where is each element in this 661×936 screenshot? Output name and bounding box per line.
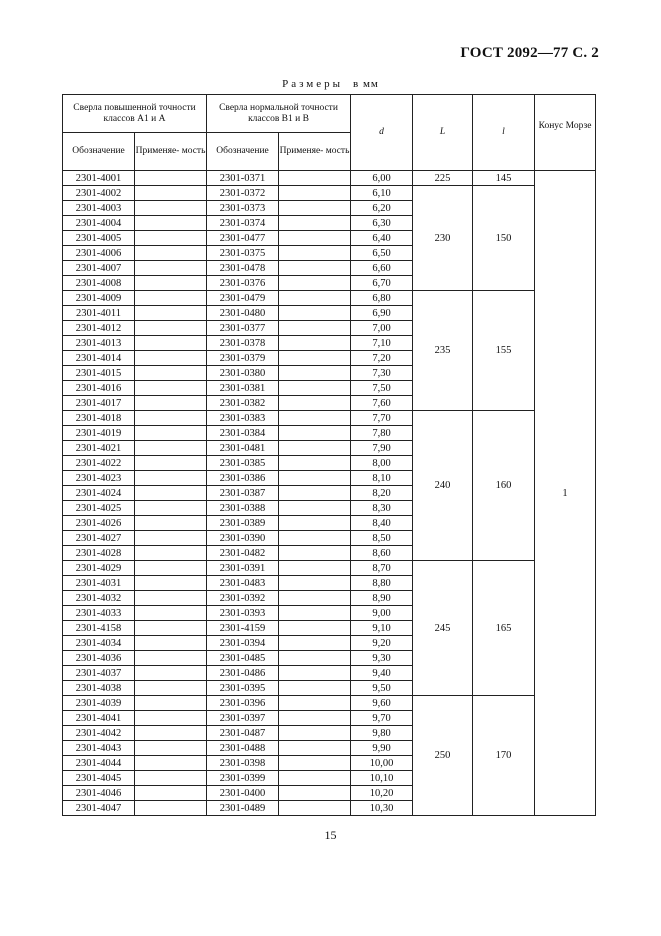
designation-b-cell: 2301-0396 (207, 696, 279, 711)
table-row (63, 171, 596, 186)
col-L-header: L (413, 95, 473, 171)
applicability-b-cell (279, 381, 351, 396)
designation-a-cell: 2301-4046 (63, 786, 135, 801)
designation-b-cell: 2301-0488 (207, 741, 279, 756)
applicability-b-cell (279, 801, 351, 816)
diameter-cell: 7,70 (351, 411, 413, 426)
designation-b-cell: 2301-0376 (207, 276, 279, 291)
applicability-a-cell (135, 801, 207, 816)
designation-a-cell: 2301-4042 (63, 726, 135, 741)
designation-a-cell: 2301-4029 (63, 561, 135, 576)
col-d-header: d (351, 95, 413, 171)
applicability-b-cell (279, 291, 351, 306)
designation-b-cell: 2301-0478 (207, 261, 279, 276)
designation-a-cell: 2301-4158 (63, 621, 135, 636)
designation-a-cell: 2301-4025 (63, 501, 135, 516)
length-total-cell: 250 (413, 696, 473, 816)
length-working-cell: 155 (473, 291, 535, 411)
length-total-cell: 235 (413, 291, 473, 411)
designation-b-cell: 2301-0394 (207, 636, 279, 651)
applicability-a-cell (135, 756, 207, 771)
designation-b-cell: 2301-0487 (207, 726, 279, 741)
diameter-cell: 9,80 (351, 726, 413, 741)
designation-b-cell: 2301-0374 (207, 216, 279, 231)
document-code: ГОСТ 2092—77 С. 2 (460, 45, 599, 61)
applicability-b-cell (279, 486, 351, 501)
diameter-cell: 9,50 (351, 681, 413, 696)
applicability-a-cell (135, 456, 207, 471)
designation-a-cell: 2301-4037 (63, 666, 135, 681)
diameter-cell: 10,10 (351, 771, 413, 786)
applicability-b-cell (279, 216, 351, 231)
applicability-a-cell (135, 531, 207, 546)
diameter-cell: 7,10 (351, 336, 413, 351)
applicability-b-cell (279, 681, 351, 696)
designation-a-cell: 2301-4004 (63, 216, 135, 231)
designation-a-cell: 2301-4028 (63, 546, 135, 561)
applicability-a-cell (135, 366, 207, 381)
diameter-cell: 7,50 (351, 381, 413, 396)
applicability-b-cell (279, 456, 351, 471)
applicability-a-cell (135, 606, 207, 621)
applicability-a-cell (135, 516, 207, 531)
applicability-b-cell (279, 276, 351, 291)
dimensions-caption (0, 78, 661, 90)
applicability-a-cell (135, 321, 207, 336)
applicability-a-cell (135, 441, 207, 456)
group-b-title: Сверла нормальной точности классов В1 и В (207, 95, 351, 133)
designation-b-cell: 2301-0395 (207, 681, 279, 696)
length-total-cell: 245 (413, 561, 473, 696)
length-working-cell: 170 (473, 696, 535, 816)
applicability-b-cell (279, 591, 351, 606)
designation-a-cell: 2301-4026 (63, 516, 135, 531)
applicability-b-cell (279, 606, 351, 621)
applicability-a-cell (135, 231, 207, 246)
designation-b-cell: 2301-0379 (207, 351, 279, 366)
drill-dimensions-table (62, 94, 596, 816)
applicability-b-cell (279, 396, 351, 411)
applicability-b-cell (279, 696, 351, 711)
applicability-b-cell (279, 621, 351, 636)
designation-a-cell: 2301-4033 (63, 606, 135, 621)
diameter-cell: 6,40 (351, 231, 413, 246)
diameter-cell: 9,10 (351, 621, 413, 636)
designation-b-cell: 2301-0385 (207, 456, 279, 471)
applicability-b-cell (279, 741, 351, 756)
caption-units: в мм (353, 78, 379, 90)
applicability-a-cell (135, 771, 207, 786)
applicability-a-cell (135, 546, 207, 561)
applicability-a-cell (135, 471, 207, 486)
designation-b-cell: 2301-0375 (207, 246, 279, 261)
diameter-cell: 6,10 (351, 186, 413, 201)
table-row (63, 186, 596, 201)
diameter-cell: 8,10 (351, 471, 413, 486)
diameter-cell: 8,20 (351, 486, 413, 501)
applicability-a-cell (135, 501, 207, 516)
applicability-b-cell (279, 516, 351, 531)
designation-a-cell: 2301-4005 (63, 231, 135, 246)
designation-b-cell: 2301-0389 (207, 516, 279, 531)
length-total-cell: 230 (413, 186, 473, 291)
designation-b-cell: 2301-0373 (207, 201, 279, 216)
diameter-cell: 10,20 (351, 786, 413, 801)
diameter-cell: 7,80 (351, 426, 413, 441)
designation-b-cell: 2301-0480 (207, 306, 279, 321)
designation-b-cell: 2301-0384 (207, 426, 279, 441)
applicability-a-cell (135, 411, 207, 426)
applicability-b-cell (279, 231, 351, 246)
diameter-cell: 9,20 (351, 636, 413, 651)
applicability-a-cell (135, 246, 207, 261)
designation-b-cell: 2301-0392 (207, 591, 279, 606)
diameter-cell: 6,90 (351, 306, 413, 321)
applicability-a-cell (135, 711, 207, 726)
designation-b-cell: 2301-0380 (207, 366, 279, 381)
applicability-b-cell (279, 786, 351, 801)
table-row (63, 696, 596, 711)
applicability-b-cell (279, 531, 351, 546)
designation-a-cell: 2301-4012 (63, 321, 135, 336)
diameter-cell: 8,40 (351, 516, 413, 531)
designation-b-cell: 2301-0479 (207, 291, 279, 306)
diameter-cell: 8,70 (351, 561, 413, 576)
designation-a-cell: 2301-4031 (63, 576, 135, 591)
applicability-a-cell (135, 261, 207, 276)
applicability-b-cell (279, 261, 351, 276)
designation-b-cell: 2301-0381 (207, 381, 279, 396)
applicability-b-cell (279, 636, 351, 651)
morse-cone-cell: 1 (535, 171, 596, 816)
diameter-cell: 10,00 (351, 756, 413, 771)
designation-a-cell: 2301-4001 (63, 171, 135, 186)
designation-a-cell: 2301-4043 (63, 741, 135, 756)
applicability-b-cell (279, 351, 351, 366)
applicability-a-cell (135, 426, 207, 441)
diameter-cell: 6,20 (351, 201, 413, 216)
applicability-a-cell (135, 591, 207, 606)
applicability-a-cell (135, 621, 207, 636)
length-total-cell: 240 (413, 411, 473, 561)
page-number: 15 (324, 828, 337, 842)
designation-a-cell: 2301-4044 (63, 756, 135, 771)
designation-a-cell: 2301-4038 (63, 681, 135, 696)
diameter-cell: 10,30 (351, 801, 413, 816)
diameter-cell: 7,90 (351, 441, 413, 456)
length-working-cell: 150 (473, 186, 535, 291)
designation-a-cell: 2301-4045 (63, 771, 135, 786)
designation-a-cell: 2301-4027 (63, 531, 135, 546)
diameter-cell: 9,40 (351, 666, 413, 681)
designation-b-cell: 2301-0377 (207, 321, 279, 336)
designation-b-cell: 2301-0489 (207, 801, 279, 816)
applicability-b-cell (279, 171, 351, 186)
designation-a-cell: 2301-4047 (63, 801, 135, 816)
table-row (63, 291, 596, 306)
applicability-a-cell (135, 666, 207, 681)
designation-b-cell: 2301-0378 (207, 336, 279, 351)
designation-a-cell: 2301-4002 (63, 186, 135, 201)
diameter-cell: 9,60 (351, 696, 413, 711)
designation-a-cell: 2301-4021 (63, 441, 135, 456)
designation-a-cell: 2301-4011 (63, 306, 135, 321)
applicability-a-cell (135, 576, 207, 591)
designation-b-cell: 2301-0388 (207, 501, 279, 516)
applicability-a-cell (135, 351, 207, 366)
diameter-cell: 6,30 (351, 216, 413, 231)
diameter-cell: 9,00 (351, 606, 413, 621)
designation-a-cell: 2301-4014 (63, 351, 135, 366)
designation-b-cell: 2301-4159 (207, 621, 279, 636)
length-working-cell: 160 (473, 411, 535, 561)
designation-a-cell: 2301-4034 (63, 636, 135, 651)
designation-a-cell: 2301-4041 (63, 711, 135, 726)
applicability-b-cell (279, 306, 351, 321)
applicability-b-cell (279, 426, 351, 441)
designation-a-cell: 2301-4022 (63, 456, 135, 471)
designation-a-cell: 2301-4003 (63, 201, 135, 216)
applicability-b-cell (279, 336, 351, 351)
designation-b-cell: 2301-0483 (207, 576, 279, 591)
applicability-b-cell (279, 246, 351, 261)
applicability-b-cell (279, 501, 351, 516)
designation-a-cell: 2301-4017 (63, 396, 135, 411)
diameter-cell: 9,90 (351, 741, 413, 756)
diameter-cell: 7,20 (351, 351, 413, 366)
applicability-b-cell (279, 561, 351, 576)
designation-b-cell: 2301-0398 (207, 756, 279, 771)
applicability-b-cell (279, 186, 351, 201)
diameter-cell: 9,30 (351, 651, 413, 666)
col-applicability-b: Применяе- мость (279, 133, 351, 171)
diameter-cell: 7,00 (351, 321, 413, 336)
designation-b-cell: 2301-0382 (207, 396, 279, 411)
designation-a-cell: 2301-4015 (63, 366, 135, 381)
applicability-a-cell (135, 636, 207, 651)
designation-a-cell: 2301-4013 (63, 336, 135, 351)
diameter-cell: 6,00 (351, 171, 413, 186)
designation-a-cell: 2301-4023 (63, 471, 135, 486)
length-total-cell: 225 (413, 171, 473, 186)
designation-a-cell: 2301-4018 (63, 411, 135, 426)
applicability-a-cell (135, 291, 207, 306)
applicability-b-cell (279, 366, 351, 381)
applicability-b-cell (279, 651, 351, 666)
designation-a-cell: 2301-4008 (63, 276, 135, 291)
designation-b-cell: 2301-0400 (207, 786, 279, 801)
length-working-cell: 165 (473, 561, 535, 696)
designation-a-cell: 2301-4039 (63, 696, 135, 711)
applicability-a-cell (135, 561, 207, 576)
applicability-a-cell (135, 786, 207, 801)
applicability-b-cell (279, 576, 351, 591)
designation-b-cell: 2301-0371 (207, 171, 279, 186)
col-morse-header: Конус Морзе (535, 95, 596, 171)
designation-b-cell: 2301-0372 (207, 186, 279, 201)
length-working-cell: 145 (473, 171, 535, 186)
table-row (63, 411, 596, 426)
applicability-a-cell (135, 696, 207, 711)
applicability-a-cell (135, 171, 207, 186)
applicability-a-cell (135, 726, 207, 741)
designation-b-cell: 2301-0386 (207, 471, 279, 486)
diameter-cell: 8,90 (351, 591, 413, 606)
diameter-cell: 6,60 (351, 261, 413, 276)
designation-b-cell: 2301-0387 (207, 486, 279, 501)
designation-b-cell: 2301-0399 (207, 771, 279, 786)
applicability-b-cell (279, 666, 351, 681)
applicability-a-cell (135, 681, 207, 696)
diameter-cell: 8,80 (351, 576, 413, 591)
applicability-b-cell (279, 711, 351, 726)
applicability-a-cell (135, 396, 207, 411)
applicability-b-cell (279, 546, 351, 561)
designation-a-cell: 2301-4016 (63, 381, 135, 396)
designation-b-cell: 2301-0482 (207, 546, 279, 561)
applicability-b-cell (279, 321, 351, 336)
applicability-b-cell (279, 201, 351, 216)
applicability-a-cell (135, 741, 207, 756)
col-designation-b: Обозначение (207, 133, 279, 171)
diameter-cell: 6,80 (351, 291, 413, 306)
designation-b-cell: 2301-0390 (207, 531, 279, 546)
designation-b-cell: 2301-0397 (207, 711, 279, 726)
applicability-a-cell (135, 201, 207, 216)
designation-b-cell: 2301-0393 (207, 606, 279, 621)
applicability-b-cell (279, 441, 351, 456)
designation-a-cell: 2301-4006 (63, 246, 135, 261)
designation-a-cell: 2301-4019 (63, 426, 135, 441)
designation-a-cell: 2301-4007 (63, 261, 135, 276)
diameter-cell: 6,70 (351, 276, 413, 291)
applicability-b-cell (279, 771, 351, 786)
designation-b-cell: 2301-0486 (207, 666, 279, 681)
diameter-cell: 8,50 (351, 531, 413, 546)
designation-b-cell: 2301-0485 (207, 651, 279, 666)
table-body (63, 171, 596, 816)
applicability-a-cell (135, 216, 207, 231)
designation-a-cell: 2301-4032 (63, 591, 135, 606)
diameter-cell: 8,30 (351, 501, 413, 516)
table-row (63, 561, 596, 576)
designation-a-cell: 2301-4036 (63, 651, 135, 666)
designation-b-cell: 2301-0391 (207, 561, 279, 576)
col-designation-a: Обозначение (63, 133, 135, 171)
diameter-cell: 6,50 (351, 246, 413, 261)
col-applicability-a: Применяе- мость (135, 133, 207, 171)
designation-b-cell: 2301-0383 (207, 411, 279, 426)
designation-a-cell: 2301-4009 (63, 291, 135, 306)
designation-a-cell: 2301-4024 (63, 486, 135, 501)
applicability-b-cell (279, 756, 351, 771)
applicability-b-cell (279, 471, 351, 486)
diameter-cell: 8,60 (351, 546, 413, 561)
applicability-a-cell (135, 486, 207, 501)
group-a-title: Сверла повышенной точности классов А1 и А (63, 95, 207, 133)
applicability-a-cell (135, 276, 207, 291)
applicability-b-cell (279, 726, 351, 741)
applicability-a-cell (135, 336, 207, 351)
applicability-a-cell (135, 186, 207, 201)
col-l-header: l (473, 95, 535, 171)
applicability-a-cell (135, 306, 207, 321)
applicability-a-cell (135, 381, 207, 396)
diameter-cell: 7,30 (351, 366, 413, 381)
applicability-a-cell (135, 651, 207, 666)
caption-main: Размеры (282, 78, 344, 90)
diameter-cell: 9,70 (351, 711, 413, 726)
designation-b-cell: 2301-0481 (207, 441, 279, 456)
diameter-cell: 7,60 (351, 396, 413, 411)
designation-b-cell: 2301-0477 (207, 231, 279, 246)
applicability-b-cell (279, 411, 351, 426)
diameter-cell: 8,00 (351, 456, 413, 471)
